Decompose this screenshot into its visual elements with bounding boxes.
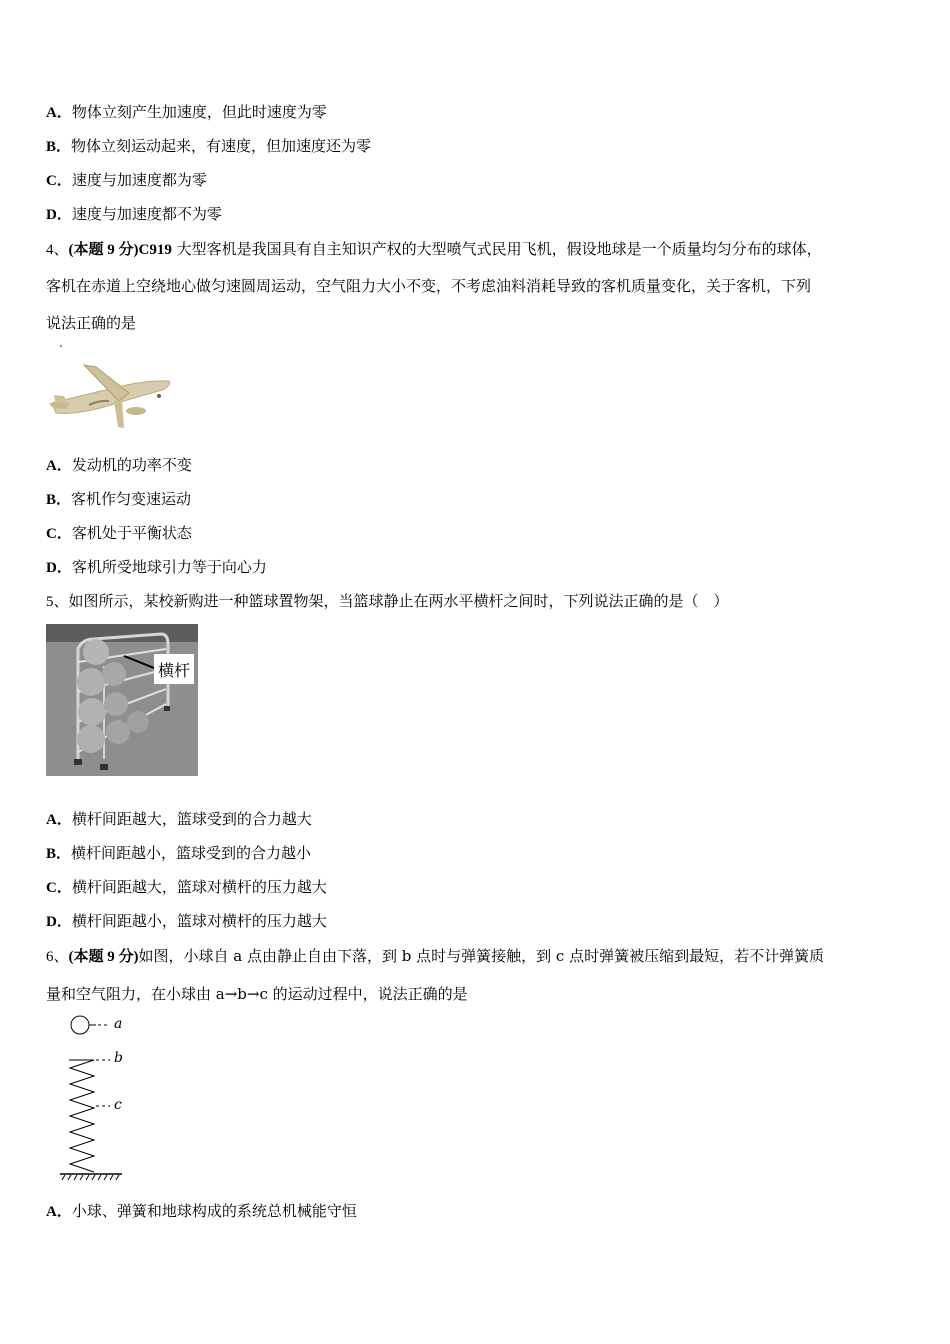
q5-option-b — [46, 843, 311, 864]
question-text: 大型客机是我国具有自主知识产权的大型喷气式民用飞机，假设地球是一个质量均匀分布的球体， — [171, 240, 822, 258]
option-text: 物体立刻产生加速度，但此时速度为零 — [71, 103, 327, 121]
airplane-image — [44, 343, 174, 428]
option-text: 物体立刻运动起来，有速度，但加速度还为零 — [71, 137, 372, 155]
option-letter: B． — [46, 139, 72, 155]
option-text: 客机所受地球引力等于向心力 — [71, 558, 267, 576]
q4-option-c — [46, 523, 192, 544]
q5-option-a — [46, 809, 312, 830]
spring-ball-diagram — [56, 1012, 136, 1184]
option-text: 横杆间距越大，篮球对横杆的压力越大 — [71, 878, 327, 896]
q6-stem-line1 — [46, 946, 824, 967]
option-letter: A． — [46, 812, 72, 828]
crossbar-label: 横杆 — [158, 661, 191, 680]
q3-option-c — [46, 170, 207, 191]
q5-stem — [46, 591, 729, 612]
option-letter: D． — [46, 914, 72, 930]
question-tag: (本题 9 分)C919 — [68, 242, 172, 258]
q6-option-a — [46, 1201, 357, 1222]
question-number: 5、 — [46, 594, 69, 610]
question-number: 6、 — [46, 949, 69, 965]
q5-option-c — [46, 877, 327, 898]
option-letter: B． — [46, 492, 72, 508]
q4-stem-line1 — [46, 239, 822, 260]
label-c: c — [114, 1097, 122, 1113]
option-letter: D． — [46, 560, 72, 576]
option-text: 速度与加速度都不为零 — [71, 205, 222, 223]
q3-option-a — [46, 102, 327, 123]
q3-option-b — [46, 136, 371, 157]
option-text: 横杆间距越小，篮球受到的合力越小 — [71, 844, 312, 862]
question-tag: (本题 9 分) — [68, 949, 139, 965]
q4-option-a — [46, 455, 192, 476]
q4-option-d — [46, 557, 267, 578]
option-letter: D． — [46, 207, 72, 223]
option-text: 发动机的功率不变 — [71, 456, 192, 474]
option-letter: C． — [46, 880, 72, 896]
option-letter: C． — [46, 526, 72, 542]
label-a: a — [114, 1016, 123, 1032]
question-number: 4、 — [46, 242, 69, 258]
option-text: 横杆间距越小，篮球对横杆的压力越大 — [71, 912, 327, 930]
question-text: 如图，小球自 a 点由静止自由下落，到 b 点时与弹簧接触，到 c 点时弹簧被压缩到最短，若不计弹簧质 — [138, 947, 825, 965]
option-text: 小球、弹簧和地球构成的系统总机械能守恒 — [71, 1202, 357, 1220]
label-b: b — [114, 1050, 123, 1066]
option-letter: C． — [46, 173, 72, 189]
option-letter: B． — [46, 846, 72, 862]
option-text: 横杆间距越大，篮球受到的合力越大 — [71, 810, 312, 828]
question-text: 如图所示，某校新购进一种篮球置物架，当篮球静止在两水平横杆之间时，下列说法正确的是（ ） — [68, 592, 729, 610]
q3-option-d — [46, 204, 222, 225]
q4-option-b — [46, 489, 191, 510]
option-letter: A． — [46, 105, 72, 121]
option-letter: A． — [46, 1204, 72, 1220]
q4-stem-line3: 说法正确的是 — [46, 314, 137, 332]
option-text: 客机作匀变速运动 — [71, 490, 192, 508]
option-text: 速度与加速度都为零 — [71, 171, 207, 189]
option-letter: A． — [46, 458, 72, 474]
basketball-rack-image — [46, 624, 198, 776]
q6-stem-line2: 量和空气阻力，在小球由 a→b→c 的运动过程中，说法正确的是 — [46, 985, 468, 1003]
q4-stem-line2: 客机在赤道上空绕地心做匀速圆周运动，空气阻力大小不变，不考虑油料消耗导致的客机质量变化，关于客机，下列 — [46, 277, 812, 295]
option-text: 客机处于平衡状态 — [71, 524, 192, 542]
q5-option-d — [46, 911, 327, 932]
